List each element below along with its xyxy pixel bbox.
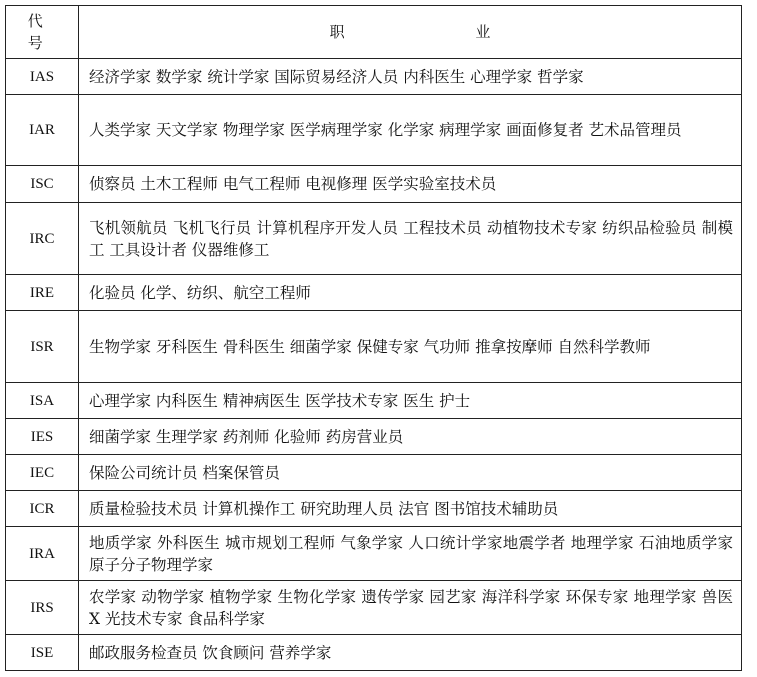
table-row	[6, 59, 742, 95]
row-code: IRE	[6, 275, 79, 311]
row-occupations: 飞机领航员 飞机飞行员 计算机程序开发人员 工程技术员 动植物技术专家 纺织品检验员 制模工 工具设计者 仪器维修工	[79, 203, 742, 275]
row-occupations: 化验员 化学、纺织、航空工程师	[79, 275, 742, 311]
row-occupations: 心理学家 内科医生 精神病医生 医学技术专家 医生 护士	[79, 383, 742, 419]
row-code: ISR	[6, 311, 79, 383]
row-code: ISC	[6, 166, 79, 203]
occupation-code-table	[5, 5, 742, 671]
table-row	[6, 455, 742, 491]
code-column-header	[6, 6, 79, 59]
occupation-column-header	[79, 6, 742, 59]
code-header-label: 代 号	[27, 12, 57, 52]
row-occupations: 保险公司统计员 档案保管员	[79, 455, 742, 491]
row-occupations: 农学家 动物学家 植物学家 生物化学家 遗传学家 园艺家 海洋科学家 环保专家 地理学家 兽医 X 光技术专家 食品科学家	[79, 581, 742, 635]
row-code: ISE	[6, 635, 79, 671]
table-row	[6, 527, 742, 581]
table-row	[6, 383, 742, 419]
table-row	[6, 166, 742, 203]
row-code: IRA	[6, 527, 79, 581]
table-row	[6, 581, 742, 635]
table-row	[6, 311, 742, 383]
row-occupations: 生物学家 牙科医生 骨科医生 细菌学家 保健专家 气功师 推拿按摩师 自然科学教师	[79, 311, 742, 383]
row-occupations: 地质学家 外科医生 城市规划工程师 气象学家 人口统计学家地震学者 地理学家 石油地质学家 原子分子物理学家	[79, 527, 742, 581]
table-row	[6, 635, 742, 671]
table-header-row	[6, 6, 742, 59]
row-code: IAR	[6, 95, 79, 166]
row-code: IES	[6, 419, 79, 455]
table-row	[6, 95, 742, 166]
row-code: IRC	[6, 203, 79, 275]
table-row	[6, 275, 742, 311]
table-row	[6, 419, 742, 455]
row-occupations: 经济学家 数学家 统计学家 国际贸易经济人员 内科医生 心理学家 哲学家	[79, 59, 742, 95]
row-code: IEC	[6, 455, 79, 491]
row-code: IRS	[6, 581, 79, 635]
row-occupations: 邮政服务检查员 饮食顾问 营养学家	[79, 635, 742, 671]
table-row	[6, 203, 742, 275]
row-occupations: 质量检验技术员 计算机操作工 研究助理人员 法官 图书馆技术辅助员	[79, 491, 742, 527]
row-code: ICR	[6, 491, 79, 527]
table-row	[6, 491, 742, 527]
row-code: IAS	[6, 59, 79, 95]
row-occupations: 人类学家 天文学家 物理学家 医学病理学家 化学家 病理学家 画面修复者 艺术品管理员	[79, 95, 742, 166]
row-occupations: 侦察员 土木工程师 电气工程师 电视修理 医学实验室技术员	[79, 166, 742, 203]
row-code: ISA	[6, 383, 79, 419]
occupation-header-label: 职 业	[329, 23, 554, 41]
row-occupations: 细菌学家 生理学家 药剂师 化验师 药房营业员	[79, 419, 742, 455]
